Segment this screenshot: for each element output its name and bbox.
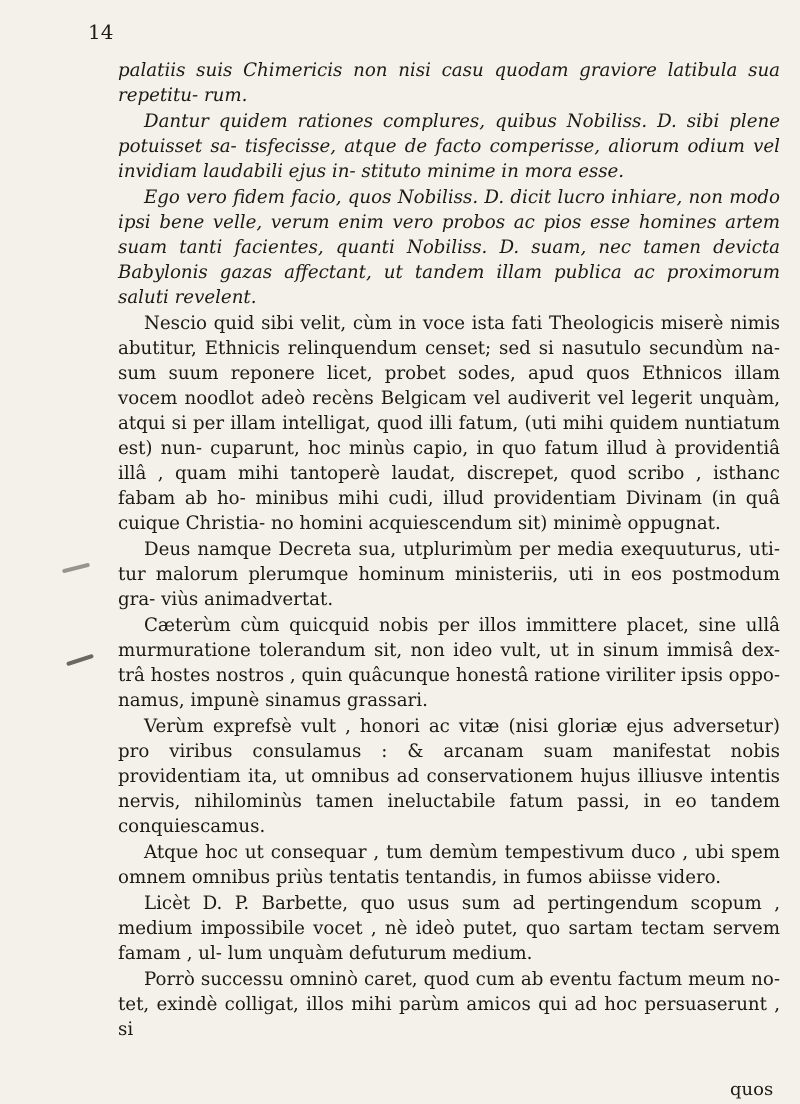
paragraph: Ego vero fidem facio, quos Nobiliss. D. dicit lucro inhiare, non modo ipsi bene velle, verum enim vero probos ac pios esse homines artem suam tanti facientes, quanti Nobiliss. D. suam, nec tamen devicta Babylonis gazas affectant, ut tandem illam publica ac proximorum saluti revelent. xyxy=(118,187,780,308)
margin-ink-mark xyxy=(66,654,94,666)
paragraph: Dantur quidem rationes complures, quibus Nobiliss. D. sibi plene potuisset sa- tisfecisse, atque de facto comperisse, aliorum odium vel invidiam laudabili ejus in- stituto minime in mora esse. xyxy=(118,111,780,182)
paragraph: Atque hoc ut consequar , tum demùm tempestivum duco , ubi spem omnem omnibus priùs tentatis tentandis, in fumos abiisse videro. xyxy=(118,842,780,888)
margin-ink-mark xyxy=(62,563,90,574)
paragraph: Nescio quid sibi velit, cùm in voce ista fati Theologicis miserè nimis abutitur, Ethnicis relinquendum censet; sed si nasutulo secundùm na- sum suum reponere licet, probet sodes, apud quos Ethnicos illam vocem noodlot adeò recèns Belgicam vel audiverit vel legerit unquàm, atqui si per illam intelligat, quod illi fatum, (uti mihi quidem nuntiatum est) nun- cuparunt, hoc minùs capio, in quo fatum illud à providentiâ illâ , quam mihi tantoperè laudat, discrepet, quod scribo , isthanc fabam ab ho- minibus mihi cudi, illud providentiam Divinam (in quâ cuique Christia- no homini acquiescendum sit) minimè oppugnat. xyxy=(118,313,780,534)
paragraph: palatiis suis Chimericis non nisi casu quodam graviore latibula sua repetitu- rum. xyxy=(118,60,780,106)
body-text xyxy=(118,58,780,1043)
page-number: 14 xyxy=(88,20,114,44)
paragraph: Deus namque Decreta sua, utplurimùm per media exequuturus, uti- tur malorum plerumque hominum ministeriis, uti in eos postmodum gra- viùs animadvertat. xyxy=(118,539,780,610)
catchword: quos xyxy=(730,1079,774,1100)
paragraph: Porrò successu omninò caret, quod cum ab eventu factum meum no- tet, exindè colligat, illos mihi parùm amicos qui ad hoc persuaserunt , si xyxy=(118,969,780,1040)
paragraph: Licèt D. P. Barbette, quo usus sum ad pertingendum scopum , medium impossibile vocet , nè ideò putet, quo sartam tectam servem famam , ul- lum unquàm defuturum medium. xyxy=(118,893,780,964)
paragraph: Verùm exprefsè vult , honori ac vitæ (nisi gloriæ ejus adversetur) pro viribus consulamus : & arcanam suam manifestat nobis providentiam ita, ut omnibus ad conservationem hujus illiusve intentis nervis, nihilominùs tamen ineluctabile fatum passi, in eo tandem conquiescamus. xyxy=(118,716,780,837)
paragraph: Cæterùm cùm quicquid nobis per illos immittere placet, sine ullâ murmuratione tolerandum sit, non ideo vult, ut in sinum immisâ dex- trâ hostes nostros , quin quâcunque honestâ ratione viriliter ipsis oppo- namus, impunè sinamus grassari. xyxy=(118,615,780,711)
